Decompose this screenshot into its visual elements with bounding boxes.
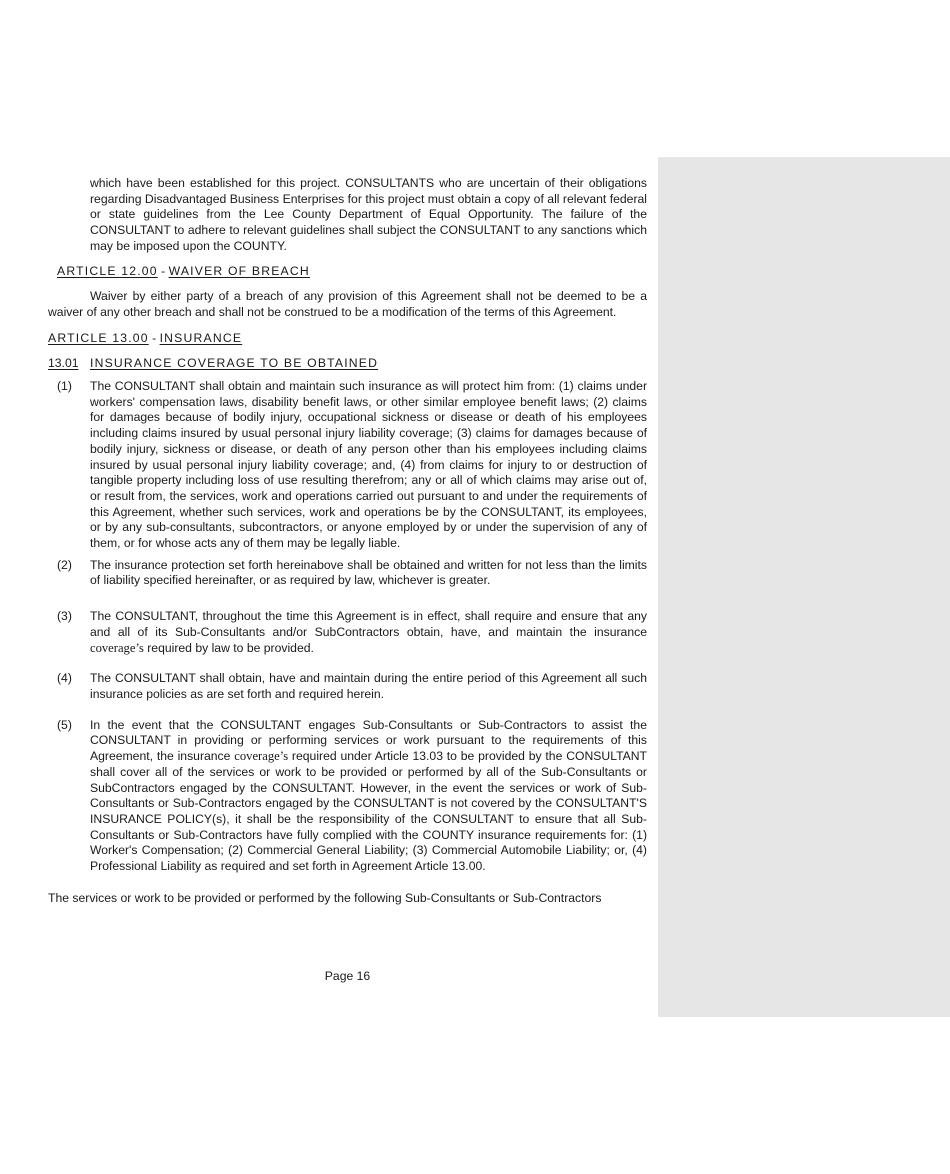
article-13-title: INSURANCE (159, 330, 243, 345)
article-12-body: Waiver by either party of a breach of any provision of this Agreement shall not be deemed to be a waiver of any other breach and shall not be construed to be a modification of the terms of this Agreement. (48, 289, 647, 319)
list-item-text-part: The CONSULTANT, throughout the time this Agreement is in effect, shall require and ensure that any and all of its Sub-Consultants and/or SubContractors obtain, have, and maintain the insurance (90, 609, 647, 639)
section-13-01-heading (48, 356, 647, 372)
page-number: Page 16 (324, 969, 371, 983)
closing-paragraph: The services or work to be provided or performed by the following Sub-Consultants or Sub-Contractors (48, 890, 602, 905)
list-item-number: (2) (57, 557, 72, 572)
list-item (48, 718, 647, 875)
list-item-text-serif: coverage’s (90, 640, 144, 655)
article-13-separator: - (148, 330, 160, 345)
section-13-01-number: 13.01 (48, 356, 79, 371)
list-item-text-part: required by law to be provided. (143, 640, 314, 655)
article-12-separator: - (157, 263, 169, 278)
list-item-text: The insurance protection set forth hereinabove shall be obtained and written for not less than the limits of liability specified hereinafter, or as required by law, whichever is greater. (90, 557, 647, 588)
list-item-text: The CONSULTANT shall obtain, have and maintain during the entire period of this Agreement all such insurance policies as are set forth and required herein. (90, 671, 647, 701)
comment-pane (658, 157, 950, 1017)
article-13-heading (48, 331, 647, 347)
intro-paragraph: which have been established for this project. CONSULTANTS who are uncertain of their obligations regarding Disadvantaged Business Enterprises for this project must obtain a copy of all relevant federal or state guidelines from the Lee County Department of Equal Opportunity. The failure of the CONSULTANT to adhere to relevant guidelines shall subject the CONSULTANT to any sanctions which may be imposed upon the COUNTY. (90, 176, 647, 253)
list-item-number: (5) (57, 717, 72, 732)
list-item-text-serif: coverage’s (234, 749, 289, 764)
article-12-heading (48, 264, 647, 280)
document-body (48, 176, 647, 906)
list-item-text-part: required under Article 13.03 to be provided by the CONSULTANT shall cover all of the services or work to be provided or performed by all of the Sub-Consultants or SubContractors engaged by the CONSULTANT. However, in the event the services or work of Sub-Consultants or Sub-Contractors engaged by the CONSULTANT is not covered by the CONSULTANT'S INSURANCE POLICY(s), it shall be the responsibility of the CONSULTANT to ensure that all Sub-Consultants or Sub-Contractors have fully complied with the COUNTY insurance requirements for: (1) Worker's Compensation; (2) Commercial General Liability; (3) Commercial Automobile Liability; or, (4) Professional Liability as required and set forth in Agreement Article 13.00. (90, 749, 647, 874)
article-12-title: WAIVER OF BREACH (168, 263, 310, 278)
article-12-number: ARTICLE 12.00 (57, 263, 158, 278)
article-13-number: ARTICLE 13.00 (48, 330, 149, 345)
list-item (48, 609, 647, 656)
list-item-number: (4) (57, 671, 72, 686)
list-item-text-part: In the event that the CONSULTANT engages Sub-Consultants or Sub-Contractors to assist the CONSULTANT in providing or performing services or work pursuant to the requirements of this Agreement, the insurance (90, 717, 647, 764)
section-13-01-title: INSURANCE COVERAGE TO BE OBTAINED (90, 356, 379, 371)
list-item (48, 558, 647, 589)
list-item-text: The CONSULTANT shall obtain and maintain such insurance as will protect him from: (1) claims under workers' compensation laws, disability benefit laws, or other similar employee benefit laws; (2) claims for damages because of bodily injury, occupational sickness or disease or death of his employees including claims insured by usual personal injury liability coverage; (3) claims for damages because of bodily injury, sickness or disease, or death of any person other than his employees including claims insured by usual personal injury liability coverage; and, (4) from claims for injury to or destruction of tangible property including loss of use resulting therefrom; any or all of which claims may arise out of, or result from, the services, work and operations carried out pursuant to and under the requirements of this Agreement, whether such services, work and operations be by the CONSULTANT, its employees, or by any sub-consultants, subcontractors, or anyone employed by or under the supervision of any of them, or for whose acts any of them may be legally liable. (90, 379, 647, 551)
list-item (48, 671, 647, 702)
list-item-text (90, 718, 647, 875)
list-item-number: (1) (57, 379, 72, 394)
list-item-text (90, 609, 647, 656)
list-item-number: (3) (57, 609, 72, 624)
list-item (48, 379, 647, 552)
